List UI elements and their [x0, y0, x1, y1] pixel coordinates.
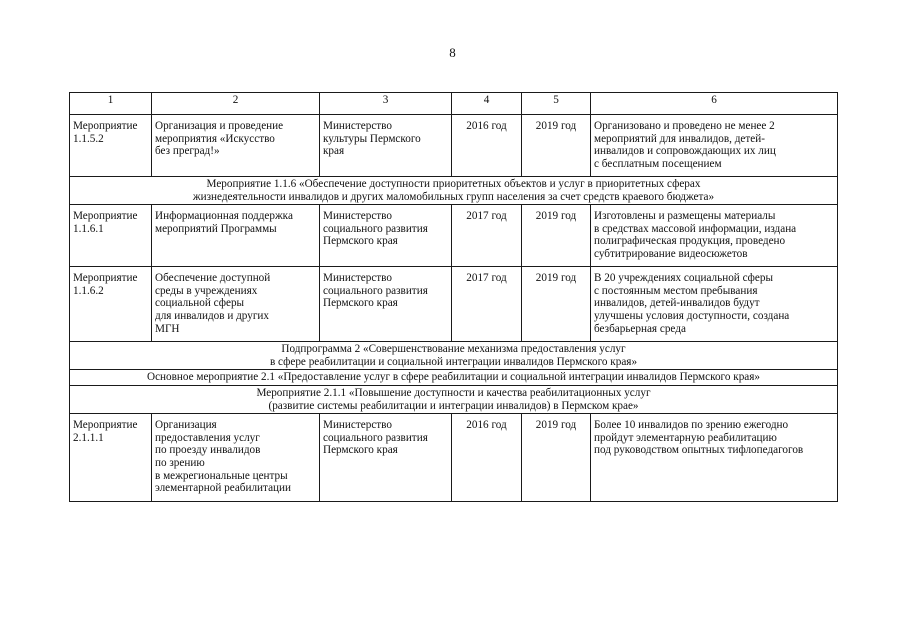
- start-year-cell: 2017 год: [452, 267, 522, 342]
- column-number: 3: [320, 93, 452, 115]
- section-row: [70, 342, 838, 370]
- column-number: 5: [522, 93, 591, 115]
- executor-cell: Министерство культуры Пермского края: [320, 115, 452, 177]
- section-row: [70, 385, 838, 413]
- column-number: 4: [452, 93, 522, 115]
- section-row: [70, 370, 838, 386]
- activity-name-cell: Организация предоставления услуг по проезду инвалидов по зрению в межрегиональные центры элементарной реабилитации: [152, 414, 320, 502]
- end-year-cell: 2019 год: [522, 205, 591, 267]
- table-row: [70, 267, 838, 342]
- column-number: 2: [152, 93, 320, 115]
- activity-code-cell: Мероприятие 1.1.6.1: [70, 205, 152, 267]
- section-title: Мероприятие 1.1.6 «Обеспечение доступности приоритетных объектов и услуг в приоритетных сферах жизнедеятельности инвалидов и других маломобильных групп населения за счет средств краевого бюджета»: [70, 177, 838, 205]
- executor-cell: Министерство социального развития Пермского края: [320, 205, 452, 267]
- end-year-cell: 2019 год: [522, 115, 591, 177]
- table-header-row: [70, 93, 838, 115]
- result-cell: Организовано и проведено не менее 2 мероприятий для инвалидов, детей- инвалидов и сопровождающих их лиц с бесплатным посещением: [591, 115, 838, 177]
- column-number: 6: [591, 93, 838, 115]
- result-cell: Более 10 инвалидов по зрению ежегодно пройдут элементарную реабилитацию под руководством опытных тифлопедагогов: [591, 414, 838, 502]
- activity-name-cell: Информационная поддержка мероприятий Программы: [152, 205, 320, 267]
- table-body: [70, 93, 838, 502]
- activity-code-cell: Мероприятие 2.1.1.1: [70, 414, 152, 502]
- executor-cell: Министерство социального развития Пермского края: [320, 267, 452, 342]
- section-title: Основное мероприятие 2.1 «Предоставление услуг в сфере реабилитации и социальной интеграции инвалидов Пермского края»: [70, 370, 838, 386]
- end-year-cell: 2019 год: [522, 414, 591, 502]
- column-number: 1: [70, 93, 152, 115]
- executor-cell: Министерство социального развития Пермского края: [320, 414, 452, 502]
- section-title: Подпрограмма 2 «Совершенствование механизма предоставления услуг в сфере реабилитации и социальной интеграции инвалидов Пермского края»: [70, 342, 838, 370]
- start-year-cell: 2016 год: [452, 115, 522, 177]
- activity-name-cell: Обеспечение доступной среды в учреждениях социальной сферы для инвалидов и других МГН: [152, 267, 320, 342]
- result-cell: В 20 учреждениях социальной сферы с постоянным местом пребывания инвалидов, детей-инвалидов будут улучшены условия доступности, создана безбарьерная среда: [591, 267, 838, 342]
- start-year-cell: 2016 год: [452, 414, 522, 502]
- start-year-cell: 2017 год: [452, 205, 522, 267]
- activity-name-cell: Организация и проведение мероприятия «Искусство без преград!»: [152, 115, 320, 177]
- activities-table: [69, 92, 838, 502]
- activity-code-cell: Мероприятие 1.1.6.2: [70, 267, 152, 342]
- table-row: [70, 414, 838, 502]
- page-number: 8: [449, 45, 456, 60]
- result-cell: Изготовлены и размещены материалы в средствах массовой информации, издана полиграфическая продукция, проведено субтитрирование видеосюжетов: [591, 205, 838, 267]
- table-row: [70, 115, 838, 177]
- section-row: [70, 177, 838, 205]
- table-row: [70, 205, 838, 267]
- activity-code-cell: Мероприятие 1.1.5.2: [70, 115, 152, 177]
- end-year-cell: 2019 год: [522, 267, 591, 342]
- section-title: Мероприятие 2.1.1 «Повышение доступности и качества реабилитационных услуг (развитие системы реабилитации и интеграции инвалидов) в Пермском крае»: [70, 385, 838, 413]
